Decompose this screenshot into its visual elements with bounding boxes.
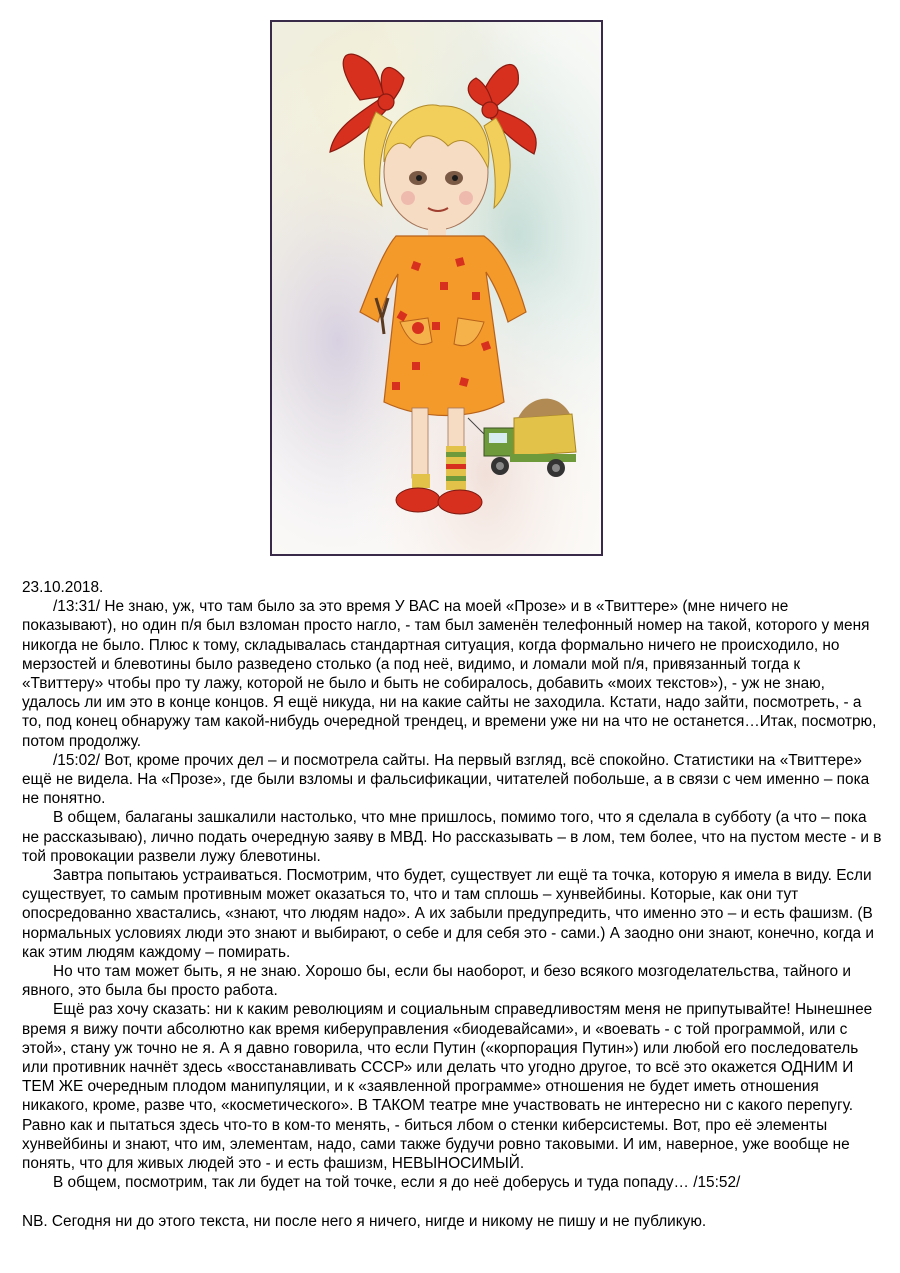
paragraph-7: В общем, посмотрим, так ли будет на той точке, если я до неё доберусь и туда попаду… /15:52/: [53, 1174, 741, 1192]
paragraph-5: Но что там может быть, я не знаю. Хорошо бы, если бы наоборот, и безо всякого мозгоделательства, тайного и явного, это была бы просто работа.: [22, 963, 851, 1000]
diary-entry: [22, 578, 882, 1231]
paragraph-1: /13:31/ Не знаю, уж, что там было за это время У ВАС на моей «Прозе» и в «Твиттере» (мне ничего не показывают), но один п/я был взломан просто нагло, - там был заменён телефонный номер на такой, которого у меня никогда не было. Плюс к тому, складывалась стандартная ситуация, когда формально ничего не происходило, но мерзостей и блевотины было разведено столько (а под неё, видимо, и ломали мой п/я, привязанный тогда к «Твиттеру» чтобы про ту лажу, которой не было и быть не собиралось, добавить «моих текстов»), - уж не знаю, удалось ли им это в конце концов. Я ещё никуда, ни на какие сайты не заходила. Кстати, надо зайти, посмотреть, - а то, под конец обнаружу там какой-нибудь очередной трендец, и времени уже ни на что не останется…Итак, посмотрю, потом продолжу.: [22, 598, 877, 750]
entry-date: 23.10.2018.: [22, 579, 104, 596]
girl-with-toy-truck-icon: [272, 22, 601, 554]
paragraph-6: Ещё раз хочу сказать: ни к каким революциям и социальным справедливостям меня не припутывайте! Нынешнее время я вижу почти абсолютно как время киберуправления «биодевайсами», и «воевать - с той программой, или с этой», стану уж точно не я. А я давно говорила, что если Путин («корпорация Путин») или любой его последователь или противник начнёт здесь «восстанавливать СССР» или делать что угодно другое, то всё это окажется ОДНИМ И ТЕМ ЖЕ очередным плодом манипуляции, и к «заявленной программе» отношения не будет иметь отношения никакого, кроме, разве что, «косметического». В ТАКОМ театре мне участвовать не интересно ни с какого перепугу. Равно как и пытаться здесь что-то в ком-то менять, - биться лбом о стенки киберсистемы. Вот, про её элементы хунвейбины и знают, что им, элементам, надо, сами также будучи ровно таковыми. И им, наверное, уже вообще не понять, что для живых людей это - и есть фашизм, НЕВЫНОСИМЫЙ.: [22, 1001, 873, 1173]
watercolor-girl-illustration: [270, 20, 603, 556]
nb-note: NB. Сегодня ни до этого текста, ни после него я ничего, нигде и никому не пишу и не публикую.: [22, 1212, 707, 1230]
paragraph-4: Завтра попытаюь устраиваться. Посмотрим, что будет, существует ли ещё та точка, которую я имела в виду. Если существует, то самым противным может оказаться то, что и там сплошь – хунвейбины. Которые, как они тут опосредованно хвастались, «знают, что людям надо». А их забыли предупредить, что именно это – и есть фашизм. (В нормальных условиях люди это знают и выбирают, о себе и для себя это - сами.) А заодно они знают, конечно, когда и как этим людям каждому – помирать.: [22, 867, 874, 961]
paragraph-2: /15:02/ Вот, кроме прочих дел – и посмотрела сайты. На первый взгляд, всё спокойно. Статистики на «Твиттере» ещё не видела. На «Прозе», где были взломы и фальсификации, читателей побольше, а в связи с чем именно – пока не понятно.: [22, 751, 870, 808]
paragraph-3: В общем, балаганы зашкалили настолько, что мне пришлось, помимо того, что я сделала в субботу (а что – пока не рассказываю), лично подать очередную заяву в МВД. Но рассказывать – в лом, тем более, что на пустом месте - и в той провокации развели лужу блевотины.: [22, 809, 882, 865]
